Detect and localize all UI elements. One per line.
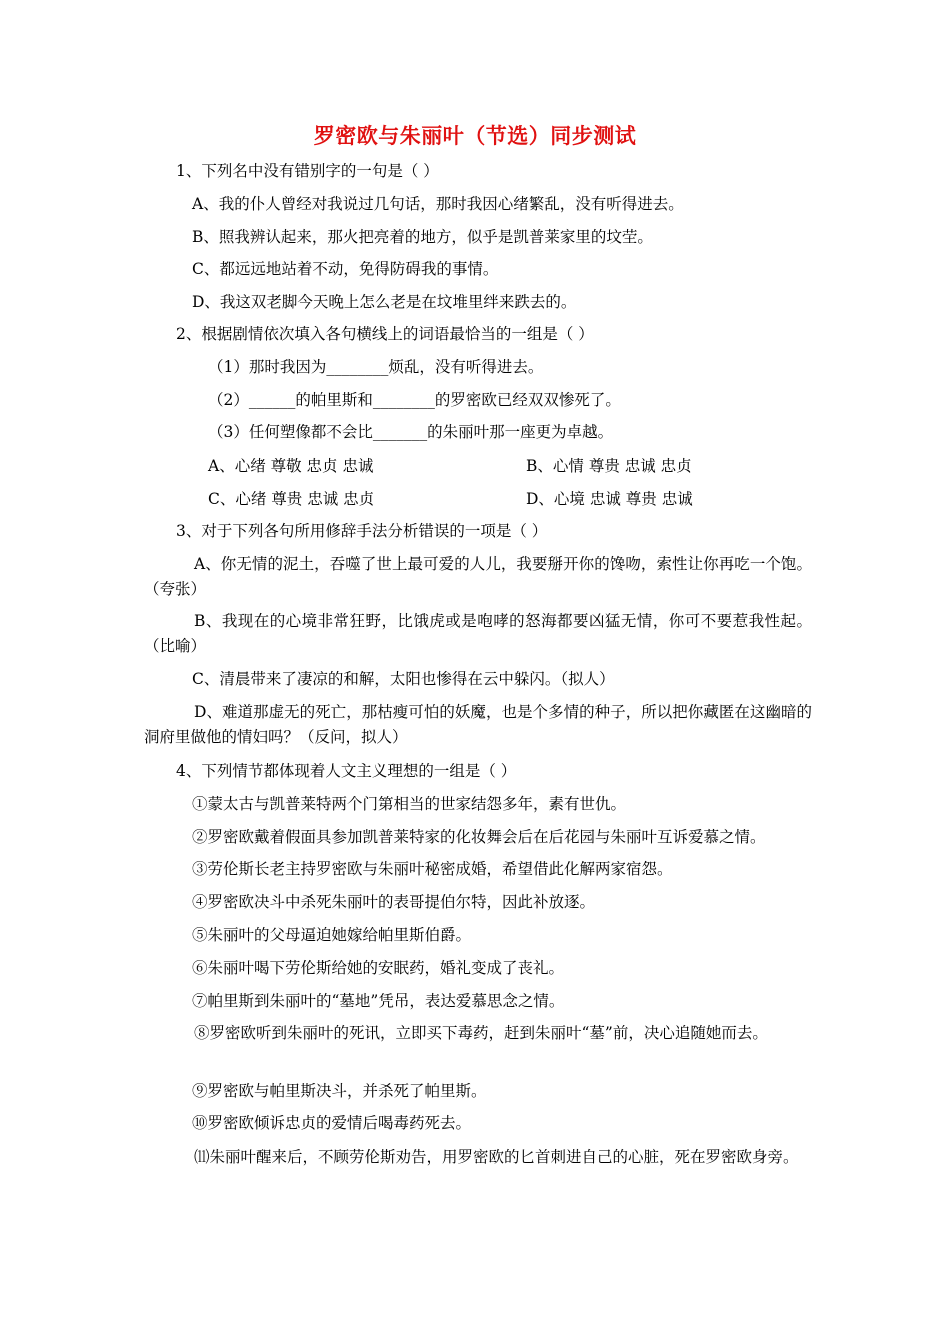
q1-option-d: D、我这双老脚今天晚上怎么老是在坟堆里绊来跌去的。 — [192, 293, 577, 311]
q1-option-c: C、都远远地站着不动，免得防碍我的事情。 — [192, 260, 499, 278]
q2-option-c: C、心绪 尊贵 忠诚 忠贞 — [208, 490, 375, 508]
q4-item-7: ⑦帕里斯到朱丽叶的“墓地”凭吊，表达爱慕思念之情。 — [192, 992, 565, 1010]
q3-stem: 3、对于下列各句所用修辞手法分析错误的一项是（ ） — [176, 522, 548, 540]
q3-option-d: D、难道那虚无的死亡，那枯瘦可怕的妖魔，也是个多情的种子，所以把你藏匿在这幽暗的洞府里做他的情妇吗？（反问，拟人） — [144, 703, 812, 746]
q2-sentence-3: （3）任何塑像都不会比_______的朱丽叶那一座更为卓越。 — [208, 423, 614, 441]
page-title: 罗密欧与朱丽叶（节选）同步测试 — [313, 124, 637, 148]
q4-item-9: ⑨罗密欧与帕里斯决斗，并杀死了帕里斯。 — [192, 1082, 487, 1100]
q4-item-2: ②罗密欧戴着假面具参加凯普莱特家的化妆舞会后在后花园与朱丽叶互诉爱慕之情。 — [192, 828, 766, 846]
q4-item-6: ⑥朱丽叶喝下劳伦斯给她的安眠药，婚礼变成了丧礼。 — [192, 959, 565, 977]
q4-item-1: ①蒙太古与凯普莱特两个门第相当的世家结怨多年，素有世仇。 — [192, 795, 627, 813]
q2-option-a: A、心绪 尊敬 忠贞 忠诚 — [208, 457, 374, 475]
q4-item-10: ⑩罗密欧倾诉忠贞的爱情后喝毒药死去。 — [192, 1114, 472, 1132]
q4-item-4: ④罗密欧决斗中杀死朱丽叶的表哥提伯尔特，因此补放逐。 — [192, 893, 596, 911]
q4-stem: 4、下列情节都体现着人文主义理想的一组是（ ） — [176, 762, 517, 780]
q2-option-d: D、心境 忠诚 尊贵 忠诚 — [526, 490, 693, 508]
q2-option-b: B、心情 尊贵 忠诚 忠贞 — [526, 457, 692, 475]
q4-item-5: ⑤朱丽叶的父母逼迫她嫁给帕里斯伯爵。 — [192, 926, 472, 944]
q2-sentence-1: （1）那时我因为________烦乱，没有听得进去。 — [208, 358, 544, 376]
q1-stem: 1、下列名中没有错别字的一句是（ ） — [176, 162, 439, 180]
q1-option-a: A、我的仆人曾经对我说过几句话，那时我因心绪繁乱，没有听得进去。 — [192, 195, 684, 213]
q3-option-a: A、你无情的泥土，吞噬了世上最可爱的人儿，我要掰开你的馋吻，索性让你再吃一个饱。（夸张） — [144, 555, 812, 598]
q4-item-11: ⑾朱丽叶醒来后，不顾劳伦斯劝告，用罗密欧的匕首刺进自己的心脏，死在罗密欧身旁。 — [194, 1148, 799, 1166]
q2-stem: 2、根据剧情依次填入各句横线上的词语最恰当的一组是（ ） — [176, 325, 594, 343]
q4-item-8: ⑧罗密欧听到朱丽叶的死讯，立即买下毒药，赶到朱丽叶“墓”前，决心追随她而去。 — [194, 1024, 768, 1042]
q4-item-3: ③劳伦斯长老主持罗密欧与朱丽叶秘密成婚，希望借此化解两家宿怨。 — [192, 860, 673, 878]
q2-sentence-2: （2）______的帕里斯和________的罗密欧已经双双惨死了。 — [208, 391, 621, 409]
q3-option-b: B、我现在的心境非常狂野，比饿虎或是咆哮的怒海都要凶猛无情，你可不要惹我性起。（比喻） — [144, 612, 812, 655]
q3-option-c: C、清晨带来了凄凉的和解，太阳也惨得在云中躲闪。（拟人） — [192, 670, 615, 688]
q1-option-b: B、照我辨认起来，那火把亮着的地方，似乎是凯普莱家里的坟茔。 — [192, 228, 653, 246]
